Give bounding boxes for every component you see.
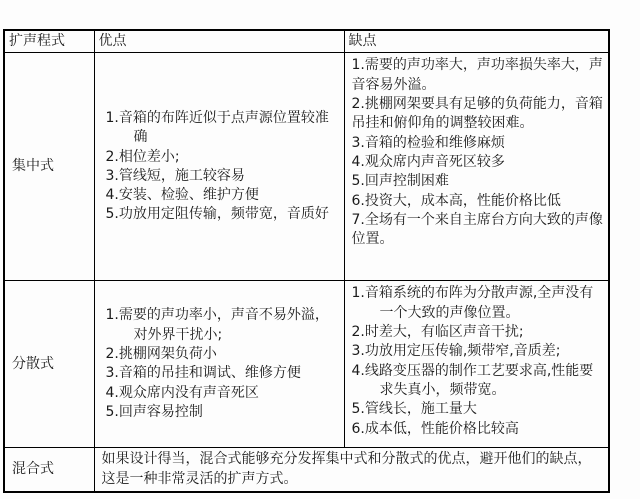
mode-label-distributed: 分散式	[4, 281, 94, 448]
disadvantages-cell-distributed	[344, 281, 609, 448]
disadvantage-item: 5.回声控制困难	[351, 173, 449, 190]
table-row-distributed	[4, 281, 609, 448]
disadvantage-item: 4.观众席内声音死区较多	[351, 153, 505, 170]
advantage-item: 4.安装、检验、维护方便	[105, 187, 259, 204]
disadvantage-item: 7.全场有一个来自主席台方向大致的声像位置。	[351, 211, 603, 248]
disadvantage-item: 6.投资大，成本高，性能价格比低	[351, 192, 561, 209]
disadvantage-item: 6.成本低，性能价格比较高	[351, 420, 519, 437]
disadvantage-item: 2.挑棚网架要具有足够的负荷能力，音箱吊挂和俯仰角的调整较困难。	[351, 95, 603, 132]
advantage-item: 1.音箱的布阵近似于点声源位置较准确	[105, 109, 329, 146]
table-row-hybrid	[4, 448, 609, 492]
advantage-item: 4.观众席内没有声音死区	[105, 384, 259, 401]
advantages-cell-distributed	[94, 281, 344, 448]
col-header-disadvantages: 缺点	[344, 30, 609, 53]
table-row-centralized	[4, 53, 609, 281]
advantage-item: 3.音箱的吊挂和调试、维修方便	[105, 365, 301, 382]
disadvantage-item: 3.音箱的检验和维修麻烦	[351, 134, 505, 151]
advantage-item: 2.挑棚网架负荷小	[105, 346, 217, 362]
mode-label-hybrid: 混合式	[4, 448, 94, 492]
header-row	[4, 30, 609, 53]
hybrid-description: 如果设计得当，混合式能够充分发挥集中式和分散式的优点，避开他们的缺点，这是一种非常灵活的扩声方式。	[94, 448, 609, 492]
col-header-advantages: 优点	[94, 30, 344, 53]
disadvantage-item: 4.线路变压器的制作工艺要求高,性能要求失真小，频带宽。	[351, 362, 594, 398]
disadvantage-item: 5.管线长，施工量大	[351, 401, 477, 418]
advantage-item: 5.功放用定阻传输，频带宽，音质好	[105, 206, 329, 223]
disadvantage-item: 2.时差大，有临区声音干扰;	[351, 323, 524, 340]
mode-label-centralized: 集中式	[4, 53, 94, 281]
advantages-cell-centralized	[94, 53, 344, 281]
advantage-item: 3.管线短，施工较容易	[105, 167, 245, 184]
advantage-item: 1.需要的声功率小，声音不易外溢，对外界干扰小;	[105, 307, 329, 343]
disadvantage-item: 3.功放用定压传输,频带窄,音质差;	[351, 343, 561, 360]
disadvantage-item: 1.音箱系统的布阵为分散声源,全声没有一个大致的声像位置。	[351, 285, 594, 321]
col-header-mode: 扩声程式	[4, 30, 94, 53]
amplification-comparison-table	[3, 29, 610, 493]
advantage-item: 2.相位差小;	[105, 148, 180, 165]
disadvantage-item: 1.需要的声功率大，声功率损失率大，声音容易外溢。	[351, 57, 603, 93]
disadvantages-cell-centralized	[344, 53, 609, 281]
advantage-item: 5.回声容易控制	[105, 403, 203, 420]
